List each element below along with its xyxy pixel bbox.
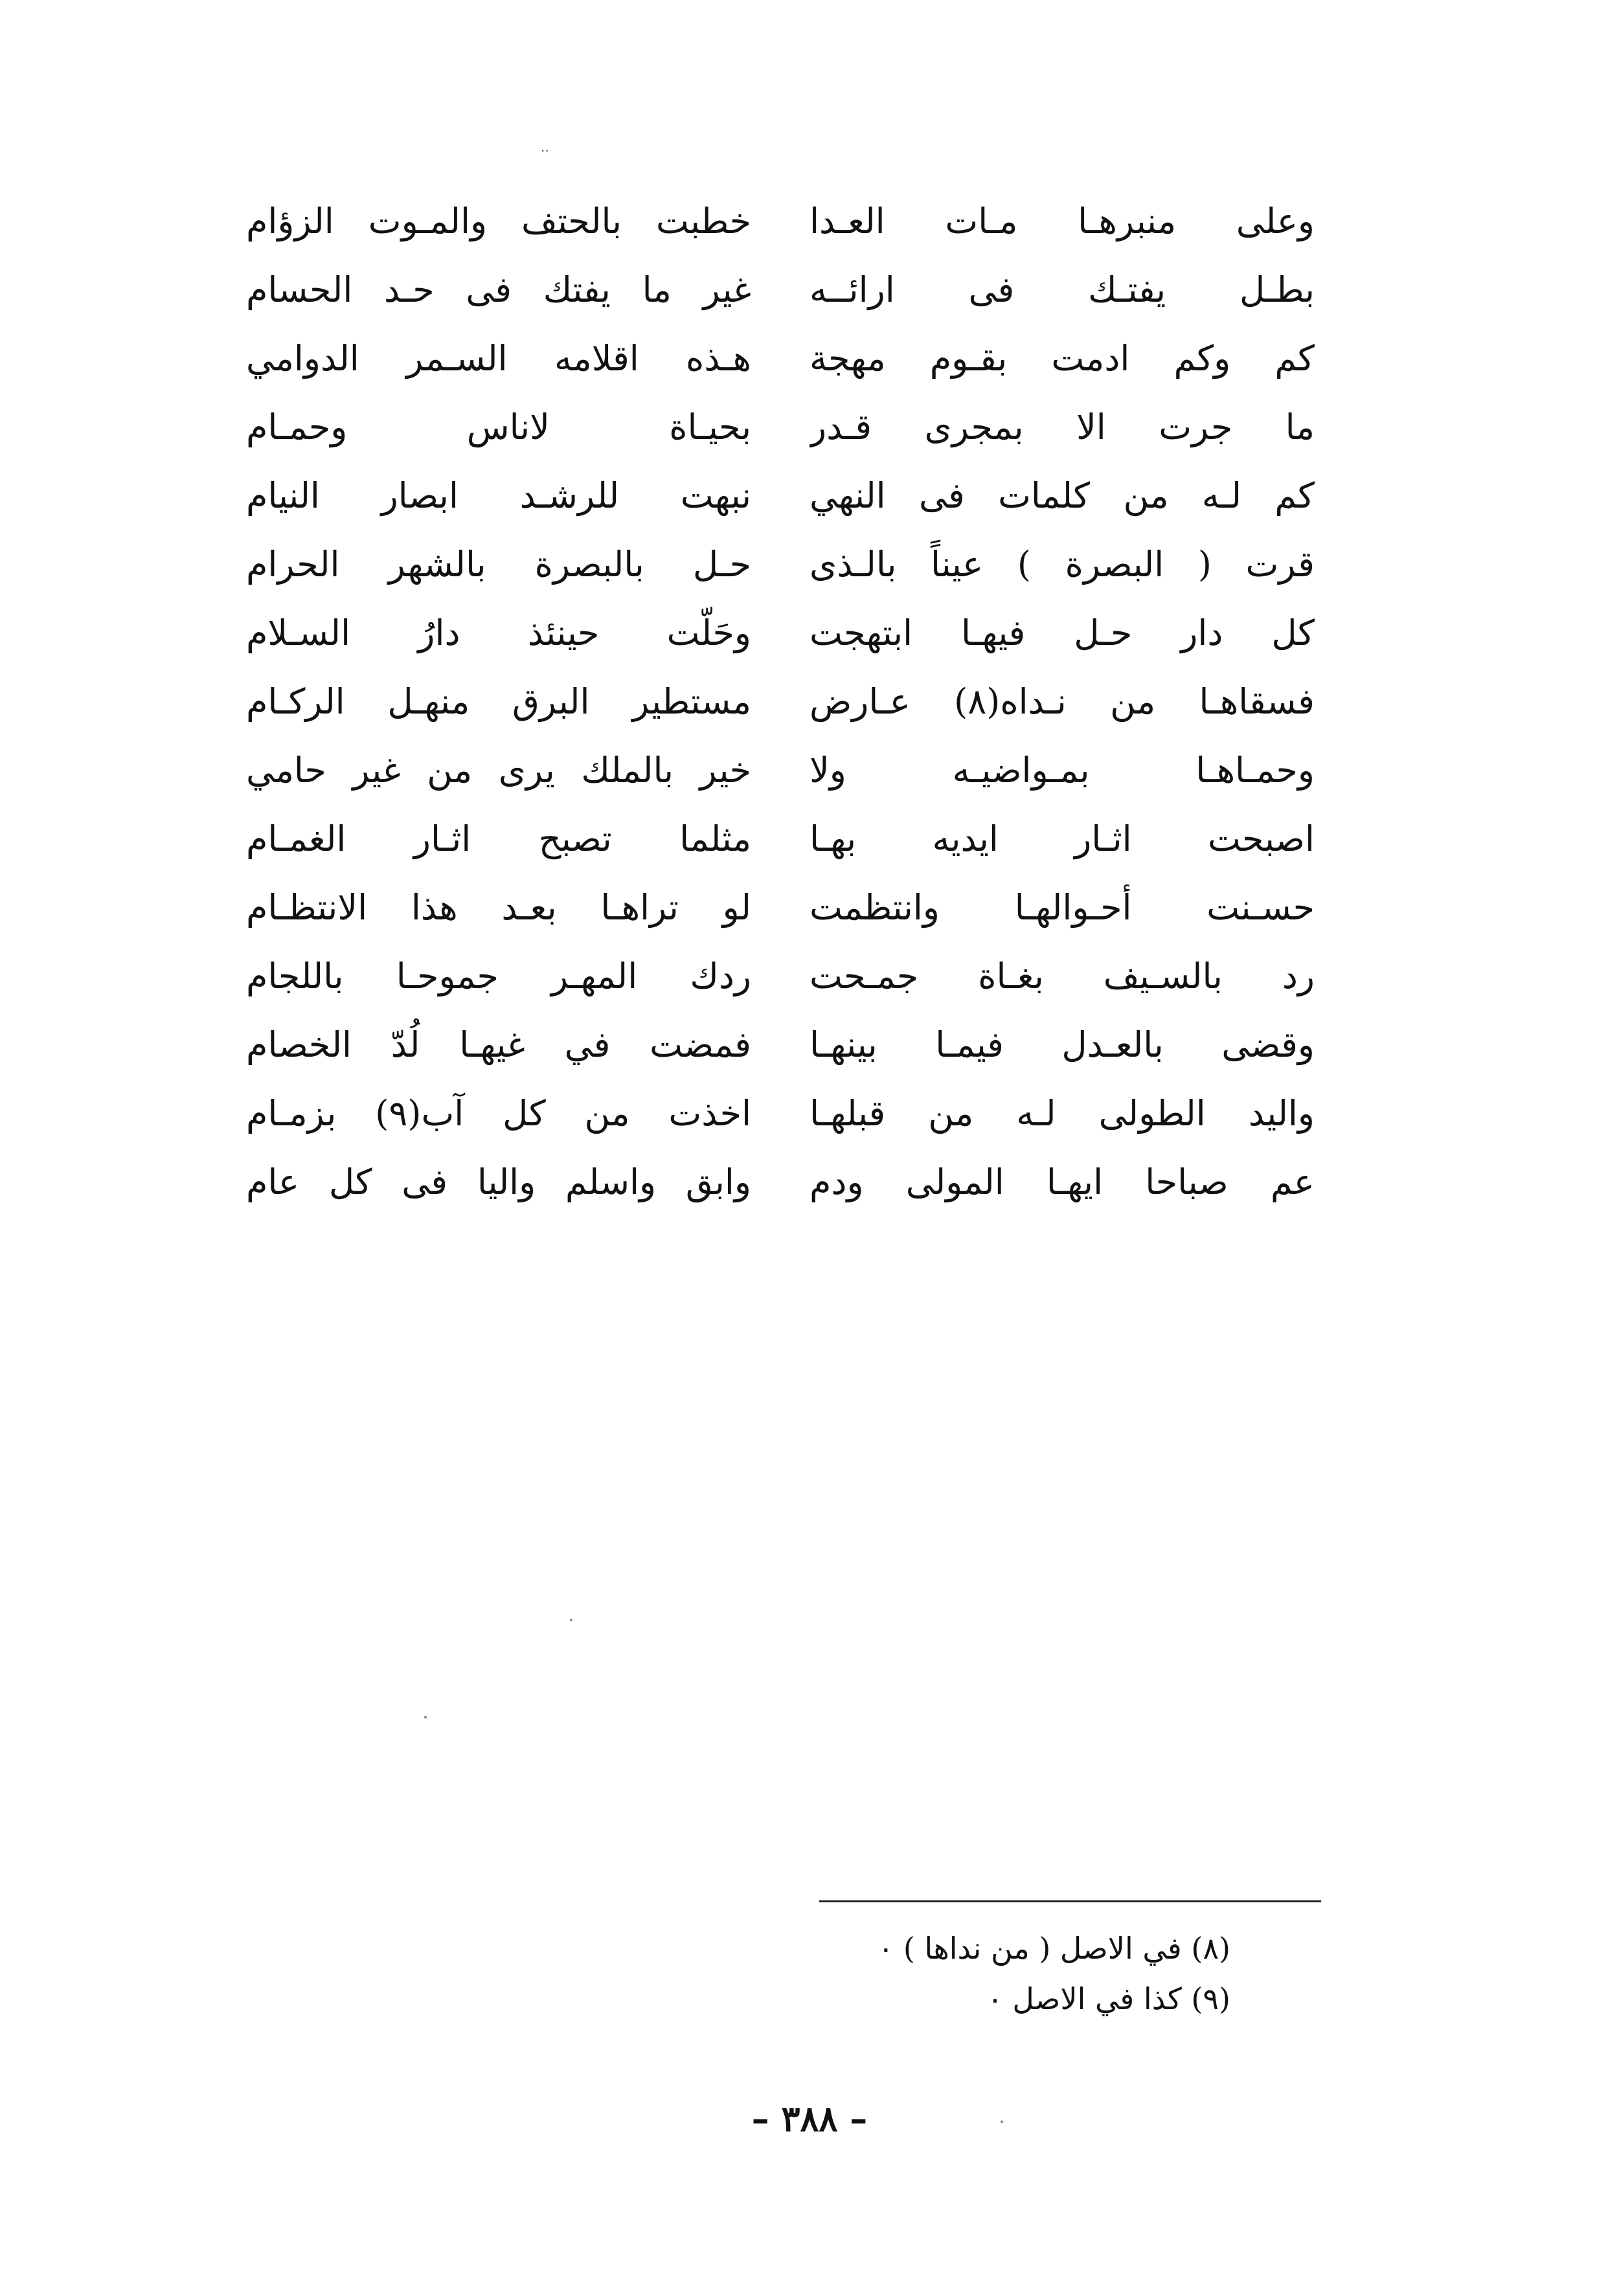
- footnote: (٩) كذا في الاصل ٠: [987, 1981, 1230, 2016]
- verse-second-hemistich: خطبت بالحتف والمـوت الزؤام: [246, 201, 751, 242]
- verse-second-hemistich: وابق واسلم واليا فى كل عام: [246, 1162, 751, 1202]
- verse-first-hemistich: واليد الطولى لـه من قبلهـا: [809, 1093, 1315, 1134]
- verse-first-hemistich: ما جرت الا بمجرى قـدر: [809, 407, 1315, 447]
- verse-row: [233, 325, 1334, 392]
- verse-first-hemistich: بطـل يفتـك فى ارائــه: [809, 269, 1315, 310]
- verse-second-hemistich: مثلما تصبح اثـار الغمـام: [246, 818, 751, 859]
- verse-row: [233, 600, 1334, 667]
- verse-first-hemistich: وقضى بالعـدل فيمـا بينهـا: [809, 1024, 1315, 1065]
- verse-second-hemistich: خير بالملك يرى من غير حامي: [246, 750, 751, 791]
- page-number: – ٣٨٨ –: [751, 2098, 868, 2139]
- poem: [233, 188, 1334, 1250]
- verse-row: [233, 1080, 1334, 1147]
- scan-speck: [1001, 2121, 1003, 2123]
- scan-speck: [424, 1716, 427, 1718]
- verse-first-hemistich: رد بالسـيف بغـاة جمـحت: [809, 956, 1315, 996]
- verse-row: [233, 1011, 1334, 1079]
- verse-row: [233, 256, 1334, 324]
- verse-first-hemistich: عم صباحا ايهـا المولى ودم: [809, 1162, 1315, 1202]
- verse-row: [233, 531, 1334, 598]
- verse-row: [233, 394, 1334, 461]
- verse-second-hemistich: نبهت للرشـد ابصار النيام: [246, 475, 751, 516]
- verse-second-hemistich: بحيـاة لاناس وحمـام: [246, 407, 751, 447]
- verse-second-hemistich: هـذه اقلامه السـمر الدوامي: [246, 338, 751, 379]
- verse-second-hemistich: اخذت من كل آب(٩) بزمـام: [246, 1093, 751, 1134]
- verse-first-hemistich: كم لـه من كلمات فى النهي: [809, 475, 1315, 516]
- verse-first-hemistich: حسـنت أحـوالهـا وانتظمت: [809, 887, 1315, 928]
- verse-second-hemistich: غير ما يفتك فى حـد الحسام: [246, 269, 751, 310]
- verse-first-hemistich: اصبحت اثـار ايديه بهـا: [809, 818, 1315, 859]
- verse-second-hemistich: فمضت في غيهـا لُدّ الخصام: [246, 1024, 751, 1065]
- verse-first-hemistich: كل دار حـل فيهـا ابتهجت: [809, 613, 1315, 653]
- verse-row: [233, 805, 1334, 873]
- verse-row: [233, 943, 1334, 1010]
- verse-first-hemistich: قرت ( البصرة ) عيناً بالـذى: [809, 544, 1315, 585]
- footnotes: [583, 1923, 1230, 2024]
- verse-row: [233, 874, 1334, 941]
- verse-second-hemistich: ردك المهـر جموحـا باللجام: [246, 956, 751, 996]
- verse-second-hemistich: وحَلّت حينئذ دارُ السـلام: [246, 613, 751, 653]
- verse-first-hemistich: وعلى منبرهـا مـات العـدا: [809, 201, 1315, 242]
- verse-second-hemistich: لو تراهـا بعـد هذا الانتظـام: [246, 887, 751, 928]
- verse-first-hemistich: وحمـاهـا بمـواضيـه ولا: [809, 750, 1315, 791]
- verse-first-hemistich: كم وكم ادمت بقـوم مهجة: [809, 338, 1315, 379]
- verse-first-hemistich: فسقاهـا من نـداه(٨) عـارض: [809, 681, 1315, 722]
- verse-row: [233, 188, 1334, 255]
- verse-second-hemistich: حـل بالبصرة بالشهر الحرام: [246, 544, 751, 585]
- top-mark: ..: [541, 139, 549, 155]
- verse-row: [233, 737, 1334, 804]
- verse-row: [233, 1149, 1334, 1216]
- verse-second-hemistich: مستطير البرق منهـل الركـام: [246, 681, 751, 722]
- footnote: (٨) في الاصل ( من نداها ) ٠: [877, 1931, 1230, 1966]
- verse-row: [233, 668, 1334, 736]
- footnote-separator: [819, 1900, 1321, 1902]
- scan-speck: [570, 1619, 572, 1621]
- verse-row: [233, 462, 1334, 530]
